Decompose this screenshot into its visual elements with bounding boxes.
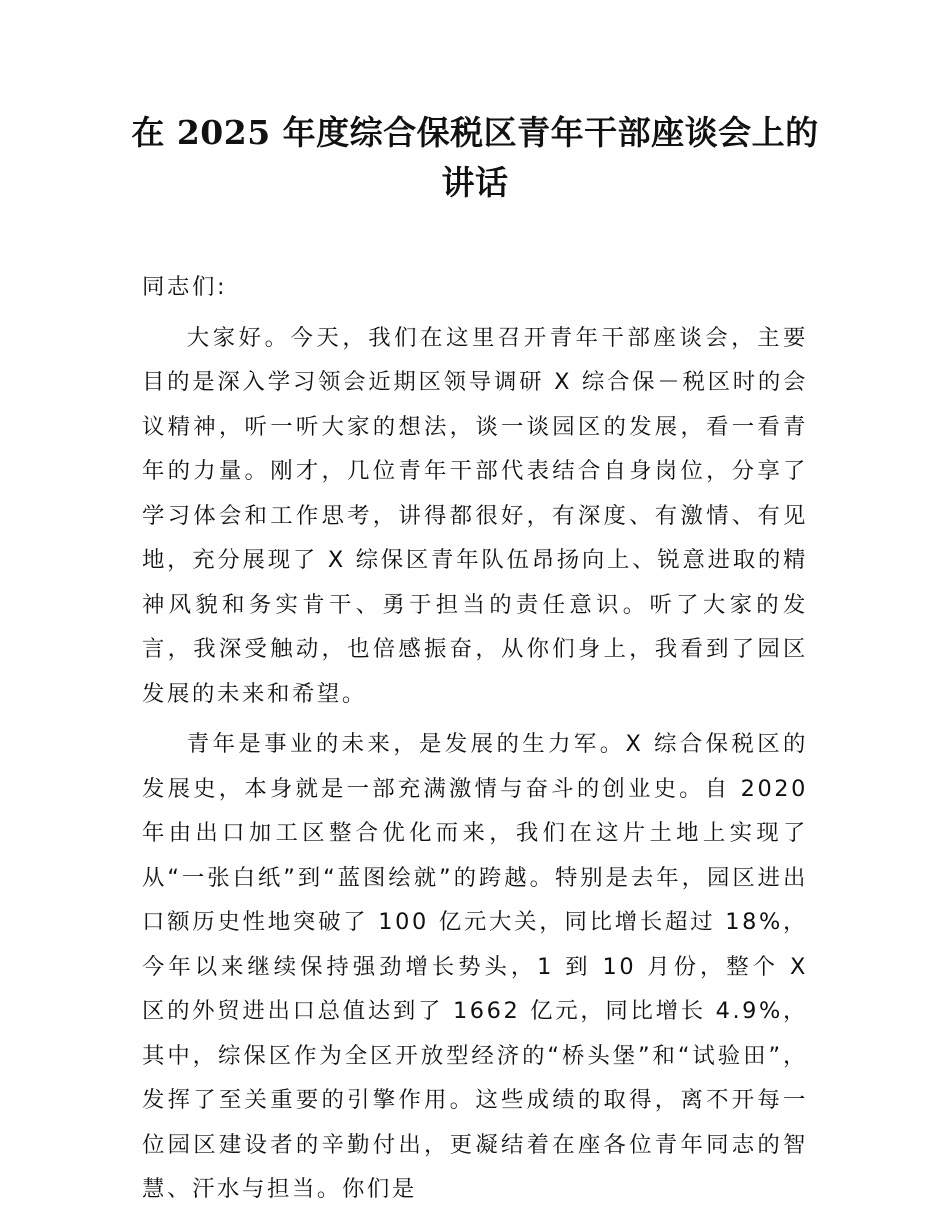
- document-title: [120, 108, 830, 208]
- paragraph-1: 大家好。今天，我们在这里召开青年干部座谈会，主要目的是深入学习领会近期区领导调研 X 综合保－税区时的会议精神，听一听大家的想法，谈一谈园区的发展，看一看青年的力量。刚才，几位青年干部代表结合自身岗位，分享了学习体会和工作思考，讲得都很好，有深度、有激情、有见地，充分展现了 X 综保区青年队伍昂扬向上、锐意进取的精神风貌和务实肯干、勇于担当的责任意识。听了大家的发言，我深受触动，也倍感振奋，从你们身上，我看到了园区发展的未来和希望。: [142, 324, 808, 707]
- title-line-2: 讲话: [441, 163, 509, 202]
- salutation: 同志们:: [142, 274, 228, 300]
- document-body: [142, 265, 808, 1218]
- title-line-1: 在 2025 年度综合保税区青年干部座谈会上的: [131, 113, 819, 152]
- paragraph-2: 青年是事业的未来，是发展的生力军。X 综合保税区的发展史，本身就是一部充满激情与奋斗的创业史。自 2020 年由出口加工区整合优化而来，我们在这片土地上实现了从“一张白纸”到“蓝图绘就”的跨越。特别是去年，园区进出口额历史性地突破了 100 亿元大关，同比增长超过 18%，今年以来继续保持强劲增长势头，1 到 10 月份，整个 X 区的外贸进出口总值达到了 1662 亿元，同比增长 4.9%，其中，综保区作为全区开放型经济的“桥头堡”和“试验田”，发挥了至关重要的引擎作用。这些成绩的取得，离不开每一位园区建设者的辛勤付出，更凝结着在座各位青年同志的智慧、汗水与担当。你们是: [142, 731, 808, 1202]
